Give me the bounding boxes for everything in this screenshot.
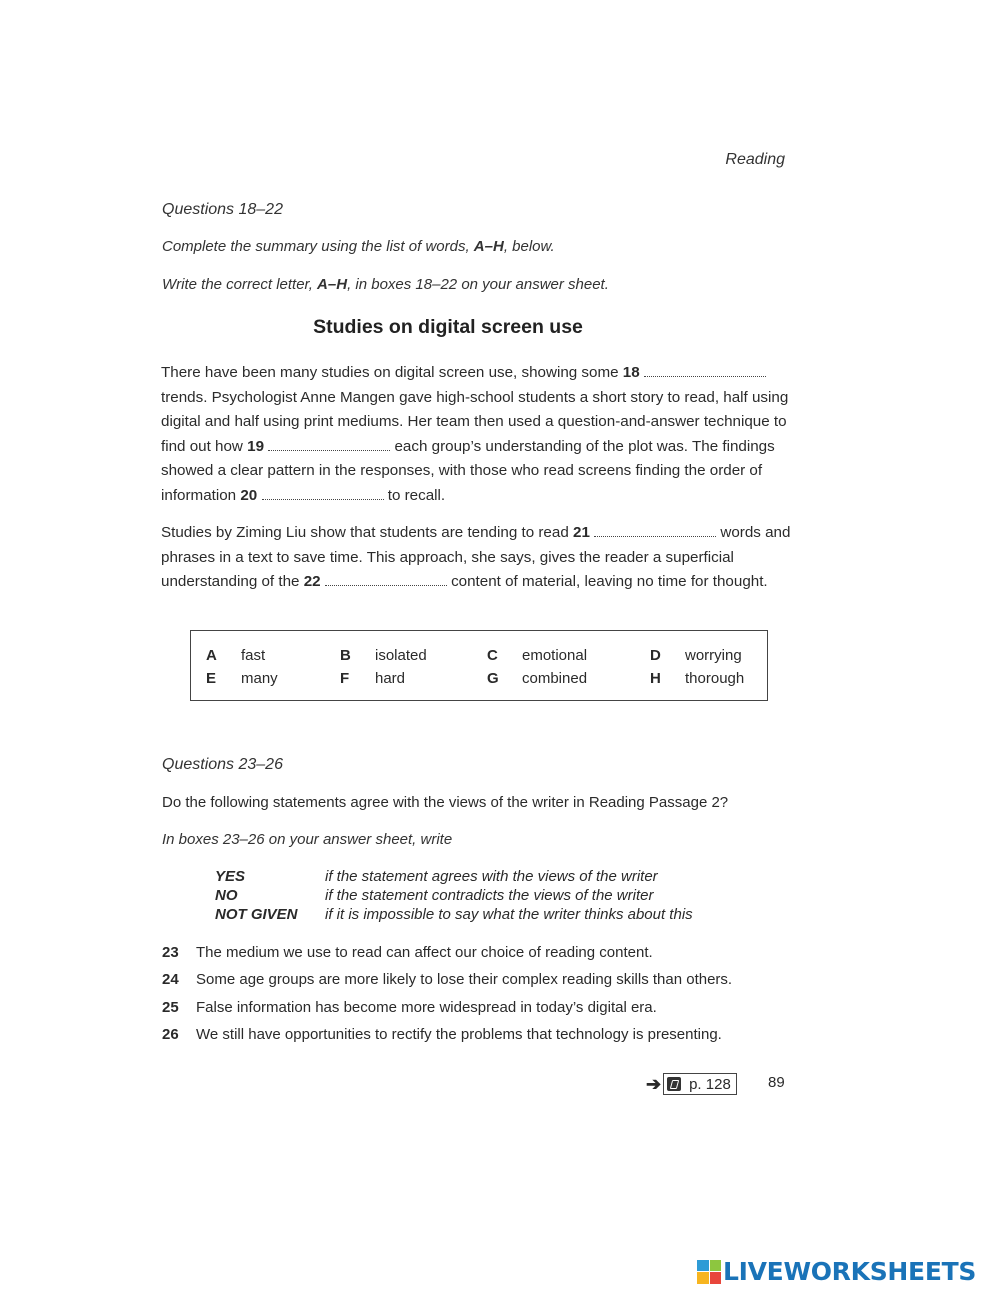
- word-letter: C: [487, 647, 498, 664]
- statement-text: The medium we use to read can affect our choice of reading content.: [196, 944, 653, 961]
- word-option: fast: [241, 647, 266, 664]
- statement-number: 25: [162, 999, 179, 1016]
- page-number: 89: [768, 1074, 785, 1091]
- gap-number-21: 21: [573, 524, 590, 541]
- statement-text: Some age groups are more likely to lose their complex reading skills than others.: [196, 971, 733, 988]
- answer-gap-21[interactable]: [594, 524, 716, 537]
- gap-number-22: 22: [303, 573, 321, 590]
- statement-number: 24: [162, 971, 179, 988]
- statement-text: We still have opportunities to rectify the problems that technology is presenting.: [196, 1026, 722, 1043]
- word-letter: H: [650, 670, 661, 687]
- section-label: Reading: [725, 151, 785, 168]
- statement-text: False information has become more widespread in today’s digital era.: [196, 999, 657, 1016]
- word-option: isolated: [375, 647, 427, 664]
- key-term-yes: YES: [215, 868, 246, 885]
- answer-gap-22[interactable]: [325, 573, 447, 586]
- key-term-no: NO: [215, 887, 238, 904]
- instruction-boxes-23-26: In boxes 23–26 on your answer sheet, write: [162, 831, 453, 848]
- instruction-complete-summary: Complete the summary using the list of words, A–H, below.: [162, 238, 555, 255]
- word-letter: G: [487, 670, 499, 687]
- summary-title: Studies on digital screen use: [313, 316, 583, 338]
- liveworksheets-logo: [697, 1257, 976, 1286]
- statement-number: 23: [162, 944, 179, 961]
- statement-number: 26: [162, 1026, 179, 1043]
- questions-18-22-heading: Questions 18–22: [162, 201, 283, 218]
- summary-paragraph-1: There have been many studies on digital screen use, showing some 18 trends. Psychologist Anne Mangen gave high-school students a short story to read, half using digital and half using print mediums. Her team then used a question-and-answer technique to find out how 19 each group’s understanding of the plot was. The findings showed a clear pattern in the responses, with those who read screens finding the order of information 20 to recall.: [161, 364, 789, 504]
- reference-page: p. 128: [689, 1075, 731, 1093]
- word-letter: E: [206, 670, 217, 687]
- key-term-not-given: NOT GIVEN: [215, 906, 298, 923]
- word-option: thorough: [685, 670, 745, 687]
- answer-gap-18[interactable]: [644, 364, 766, 377]
- word-letter: F: [340, 670, 350, 687]
- word-letter: D: [650, 647, 661, 664]
- arrow-right-icon: ➔: [646, 1073, 662, 1094]
- instruction-agree-statements: Do the following statements agree with the views of the writer in Reading Passage 2?: [162, 794, 729, 811]
- word-letter: B: [340, 647, 351, 664]
- answer-gap-20[interactable]: [262, 487, 384, 500]
- questions-23-26-heading: Questions 23–26: [162, 756, 283, 773]
- answer-gap-19[interactable]: [268, 438, 390, 451]
- gap-number-19: 19: [247, 437, 265, 455]
- word-option: emotional: [522, 647, 588, 664]
- word-letter: A: [206, 647, 217, 664]
- word-option: hard: [375, 670, 406, 687]
- skills-icon: [667, 1077, 681, 1091]
- gap-number-20: 20: [240, 486, 258, 504]
- word-option: many: [241, 670, 278, 687]
- word-option: combined: [522, 670, 588, 687]
- word-option: worrying: [685, 647, 742, 664]
- key-desc-no: if the statement contradicts the views of the writer: [325, 887, 654, 904]
- logo-text: LIVEWORKSHEETS: [723, 1257, 977, 1286]
- page-reference: [646, 1073, 737, 1095]
- key-desc-not-given: if it is impossible to say what the writer thinks about this: [325, 906, 693, 923]
- instruction-write-letter: Write the correct letter, A–H, in boxes 18–22 on your answer sheet.: [162, 276, 609, 293]
- reference-box: [663, 1073, 737, 1095]
- key-desc-yes: if the statement agrees with the views of the writer: [325, 868, 658, 885]
- word-list-box: [190, 630, 768, 701]
- gap-number-18: 18: [622, 364, 640, 381]
- summary-paragraph-2: Studies by Ziming Liu show that students are tending to read 21 words and phrases in a text to save time. This approach, she says, gives the reader a superficial understanding of the 22 content of material, leaving no time for thought.: [161, 524, 791, 590]
- liveworksheets-mark-icon: [697, 1260, 721, 1284]
